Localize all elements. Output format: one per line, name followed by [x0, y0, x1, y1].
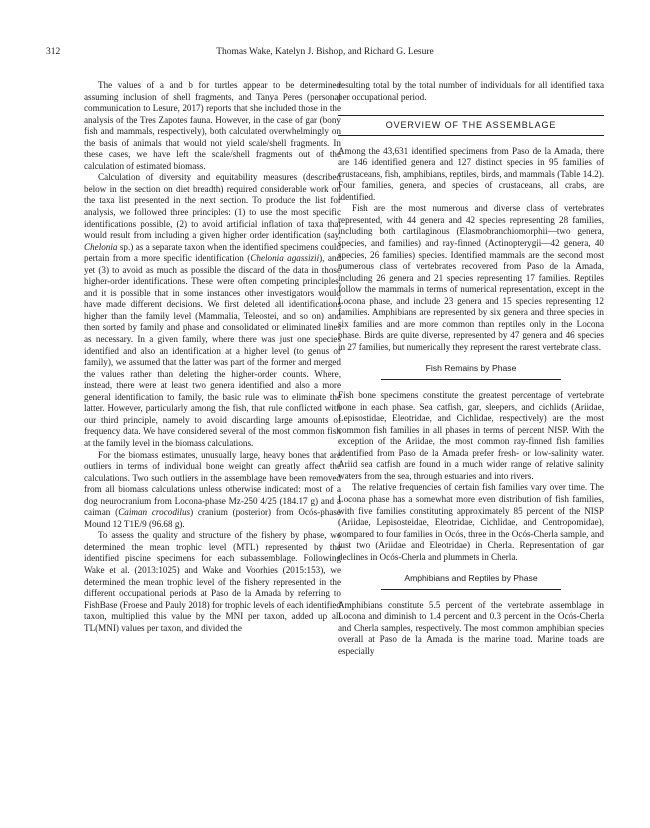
right-paragraph-0: resulting total by the total number of individuals for all identified taxa per occupational period.: [338, 80, 604, 102]
subheading-fish-remains: Fish Remains by Phase: [381, 363, 561, 380]
right-paragraph-1: Among the 43,631 identified specimens from Paso de la Amada, there are 146 identified genera and 127 distinct species in 95 families of crustaceans, fish, amphibians, reptiles, birds, and mammals (Table 14.2). Four families, genera, and species of crustaceans, all crabs, are identified.: [338, 145, 604, 202]
left-paragraph-2: Calculation of diversity and equitability measures (described below in the section on diet breadth) required considerable work on the taxa list presented in the next section. To produce the list for analysis, we followed three principles: (1) to use the most specific identifications possible, (2) to avoid artificial inflation of taxa that would result from including a given higher order identification (say, Chelonia sp.) as a separate taxon when the identified specimens could pertain from a more specific identification (Chelonia agassizii), and yet (3) to avoid as much as possible the discard of the data in those higher-order identifications. These were often competing principles, and it is possible that in some instances other investigators would have made different decisions. We first deleted all identifications higher than the family level (Mammalia, Teleostei, and so on) and then sorted by family and phase and consolidated or eliminated lines as necessary. In a given family, where there was just one species identified and also an identification at a higher level (to genus or family), we assumed that the latter was part of the former and merged the values rather than deleting the higher-order counts. Where, instead, there were at least two genera identified and also a more general identification to family, the basic rule was to eliminate the latter. However, particularly among the fish, that rule conflicted with our third principle, namely to avoid discarding large amounts of frequency data. We have considered several of the most common fish at the family level in the biomass calculations.: [84, 172, 342, 448]
left-paragraph-4: To assess the quality and structure of the fishery by phase, we determined the mean trophic level (MTL) represented by the identified piscine specimens for each subassemblage. Following Wake et al. (2013:1025) and Wake and Voorhies (2015:153), we determined the mean trophic level of the fishery represented in the different occupational periods at Paso de la Amada by referring to FishBase (Froese and Pauly 2018) for trophic levels of each identified taxon, multiplied this value by the MNI per taxon, added up all TL(MNI) values per taxon, and divided the: [84, 530, 341, 633]
section-heading-overview: OVERVIEW OF THE ASSEMBLAGE: [338, 115, 604, 136]
left-paragraph-1: The values of a and b for turtles appear to be determined assuming inclusion of shell fragments, and Tanya Peres (personal communication to Lesure, 2017) reports that she included those in the analysis of the Tres Zapotes fauna. However, in the case of gar (bony fish and mammals, respectively), both calculated overwhelmingly on the basis of animals that would not yield scale/shell fragments. In these cases, we have left the scale/shell fragments out of the calculation of estimated biomass.: [84, 80, 341, 171]
page-header: [0, 47, 650, 61]
right-paragraph-3: Fish bone specimens constitute the greatest percentage of vertebrate bone in each phase. Sea catfish, gar, sleepers, and cichlids (Ariidae, Lepisostidae, Eleotridae, and Cichlidae, respectively) are the most common fish families in all phases in terms of percent NISP. With the exception of the Ariidae, the most common ray-finned fish families identified from Paso de la Amada prefer fresh- or low-salinity water. Ariid sea catfish are found in a much wider range of relative salinity waters from the sea, through estuaries and into rivers.: [338, 390, 604, 481]
right-paragraph-2: Fish are the most numerous and diverse class of vertebrates represented, with 44 genera and 42 species representing 28 families, including both cartilaginous (Elasmobranchiomorphii—two genera, species, and families) and ray-finned (Actinopterygii—42 genera, 40 species, 26 families) species. Identified mammals are the second most numerous class of vertebrates recovered from Paso de la Amada, including 26 genera and 21 species representing 17 families. Reptiles follow the mammals in terms of numerical representation, except in the Locona phase, and include 23 genera and 15 species representing 12 families. Amphibians are represented by six genera and three species in six families and are more common than reptiles only in the Locona phase. Birds are quite diverse, represented by 47 genera and 46 species in 27 families, but numerically they represent the rarest vertebrate class.: [338, 203, 604, 352]
left-column: [84, 80, 341, 634]
left-paragraph-3: For the biomass estimates, unusually large, heavy bones that are outliers in terms of individual bone weight can greatly affect the calculations. Two such outliers in the assemblage have been removed from all biomass calculations unless otherwise indicated: most of a dog neurocranium from Locona-phase Mz-250 4/25 (184.17 g) and a caiman (Caiman crocodilus) cranium (posterior) from Ocós-phase Mound 12 T1E/9 (96.68 g).: [84, 449, 341, 529]
taxon-name: Chelonia: [84, 241, 118, 252]
right-paragraph-4: The relative frequencies of certain fish families vary over time. The Locona phase has a somewhat more even distribution of fish families, with five families constituting approximately 85 percent of the NISP (Ariidae, Lepisosteidae, Eleotridae, Cichlidae, and Centropomidae), compared to four families in Ocós, three in the Ocós-Cherla sample, and just two (Ariidae and Eleotridae) in Cherla. Representation of gar declines in Ocós-Cherla and plummets in Cherla.: [338, 482, 604, 562]
taxon-name: Chelonia agassizii: [250, 253, 320, 264]
running-head-authors: Thomas Wake, Katelyn J. Bishop, and Richard G. Lesure: [216, 47, 434, 57]
subheading-amphibians-reptiles: Amphibians and Reptiles by Phase: [381, 573, 561, 590]
page-number: 312: [46, 47, 61, 57]
taxon-name: Caiman crocodilus: [118, 507, 191, 518]
right-column: [338, 80, 604, 658]
right-paragraph-5: Amphibians constitute 5.5 percent of the vertebrate assemblage in Locona and diminish to 1.4 percent and 0.3 percent in the Ocós-Cherla and Cherla samples, respectively. The most common amphibian species overall at Paso de la Amada is the marine toad. Marine toads are especially: [338, 599, 604, 656]
